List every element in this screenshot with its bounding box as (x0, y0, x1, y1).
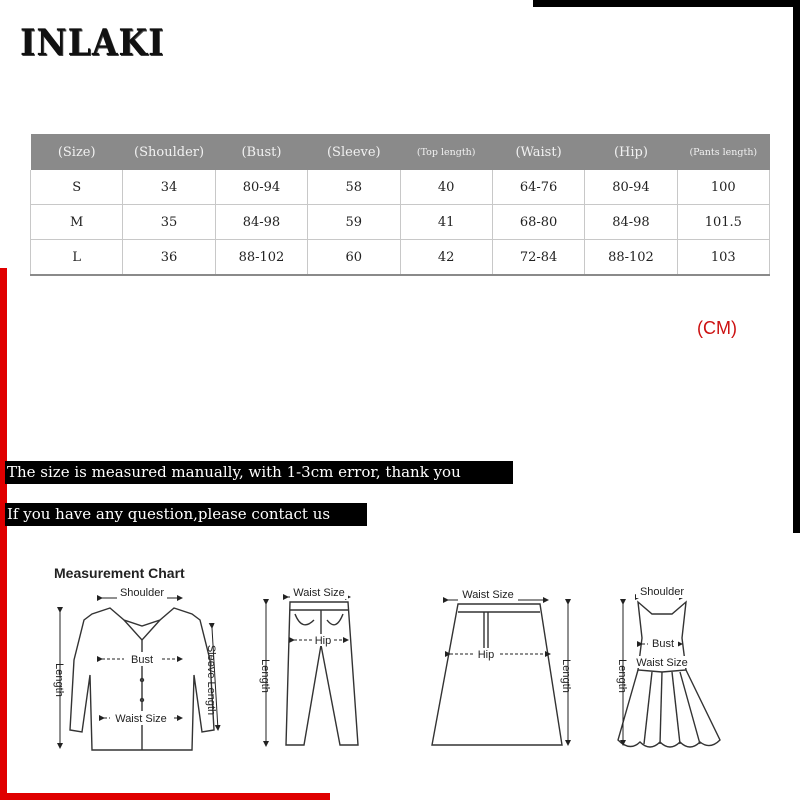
brand-logo: INLAKI (20, 22, 165, 64)
frame-right-bar (793, 0, 800, 533)
table-cell: 60 (308, 240, 400, 276)
size-table (30, 134, 770, 276)
pants-length-label: Length (259, 659, 271, 693)
skirt-illustration (432, 604, 562, 745)
header-pants-length: (Pants length) (677, 134, 769, 170)
measurement-diagram (40, 580, 780, 780)
table-cell: 88-102 (215, 240, 307, 276)
table-cell: 35 (123, 205, 215, 240)
table-cell: 34 (123, 170, 215, 205)
table-row (31, 205, 770, 240)
header-bust: (Bust) (215, 134, 307, 170)
header-hip: (Hip) (585, 134, 677, 170)
dress-bust-label: Bust (651, 638, 675, 650)
table-cell: 40 (400, 170, 492, 205)
dress-length-label: Length (616, 659, 628, 693)
skirt-hip-label: Hip (477, 649, 495, 661)
shirt-waist-label: Waist Size (115, 713, 167, 725)
table-cell: 88-102 (585, 240, 677, 276)
pants-hip-label: Hip (314, 635, 332, 647)
pants-illustration (286, 602, 358, 745)
header-top-length: (Top length) (400, 134, 492, 170)
dress-waist-label: Waist Size (636, 657, 688, 669)
table-cell: 84-98 (585, 205, 677, 240)
table-cell: 80-94 (215, 170, 307, 205)
table-cell: 101.5 (677, 205, 769, 240)
pants-waist-label: Waist Size (293, 587, 345, 599)
header-size: (Size) (31, 134, 123, 170)
table-cell: 36 (123, 240, 215, 276)
table-cell: 103 (677, 240, 769, 276)
shirt-illustration (70, 608, 214, 750)
table-cell: 42 (400, 240, 492, 276)
frame-bottom-bar (0, 793, 330, 800)
measurement-note: The size is measured manually, with 1-3cm error, thank you (5, 461, 513, 484)
header-waist: (Waist) (492, 134, 584, 170)
table-cell: 59 (308, 205, 400, 240)
table-row (31, 240, 770, 276)
table-cell: 100 (677, 170, 769, 205)
dress-illustration (618, 602, 720, 747)
contact-note: If you have any question,please contact us (5, 503, 367, 526)
table-cell: 58 (308, 170, 400, 205)
shirt-shoulder-label: Shoulder (119, 587, 165, 599)
table-cell: 41 (400, 205, 492, 240)
table-cell: S (31, 170, 123, 205)
table-cell: L (31, 240, 123, 276)
table-cell: 72-84 (492, 240, 584, 276)
unit-label: (CM) (697, 318, 737, 338)
skirt-waist-label: Waist Size (462, 589, 514, 601)
measurement-chart-title: Measurement Chart (54, 565, 185, 581)
table-row (31, 170, 770, 205)
skirt-length-label: Length (560, 659, 572, 693)
shirt-sleeve-label: Sleeve Length (205, 644, 217, 716)
shirt-bust-label: Bust (130, 654, 154, 666)
table-cell: 68-80 (492, 205, 584, 240)
table-header-row (31, 134, 770, 170)
header-sleeve: (Sleeve) (308, 134, 400, 170)
dress-shoulder-label: Shoulder (639, 586, 685, 598)
shirt-length-label: Length (53, 663, 65, 697)
table-cell: 80-94 (585, 170, 677, 205)
table-cell: 84-98 (215, 205, 307, 240)
table-cell: M (31, 205, 123, 240)
table-cell: 64-76 (492, 170, 584, 205)
frame-left-bar (0, 268, 7, 800)
header-shoulder: (Shoulder) (123, 134, 215, 170)
frame-top-bar (533, 0, 800, 7)
